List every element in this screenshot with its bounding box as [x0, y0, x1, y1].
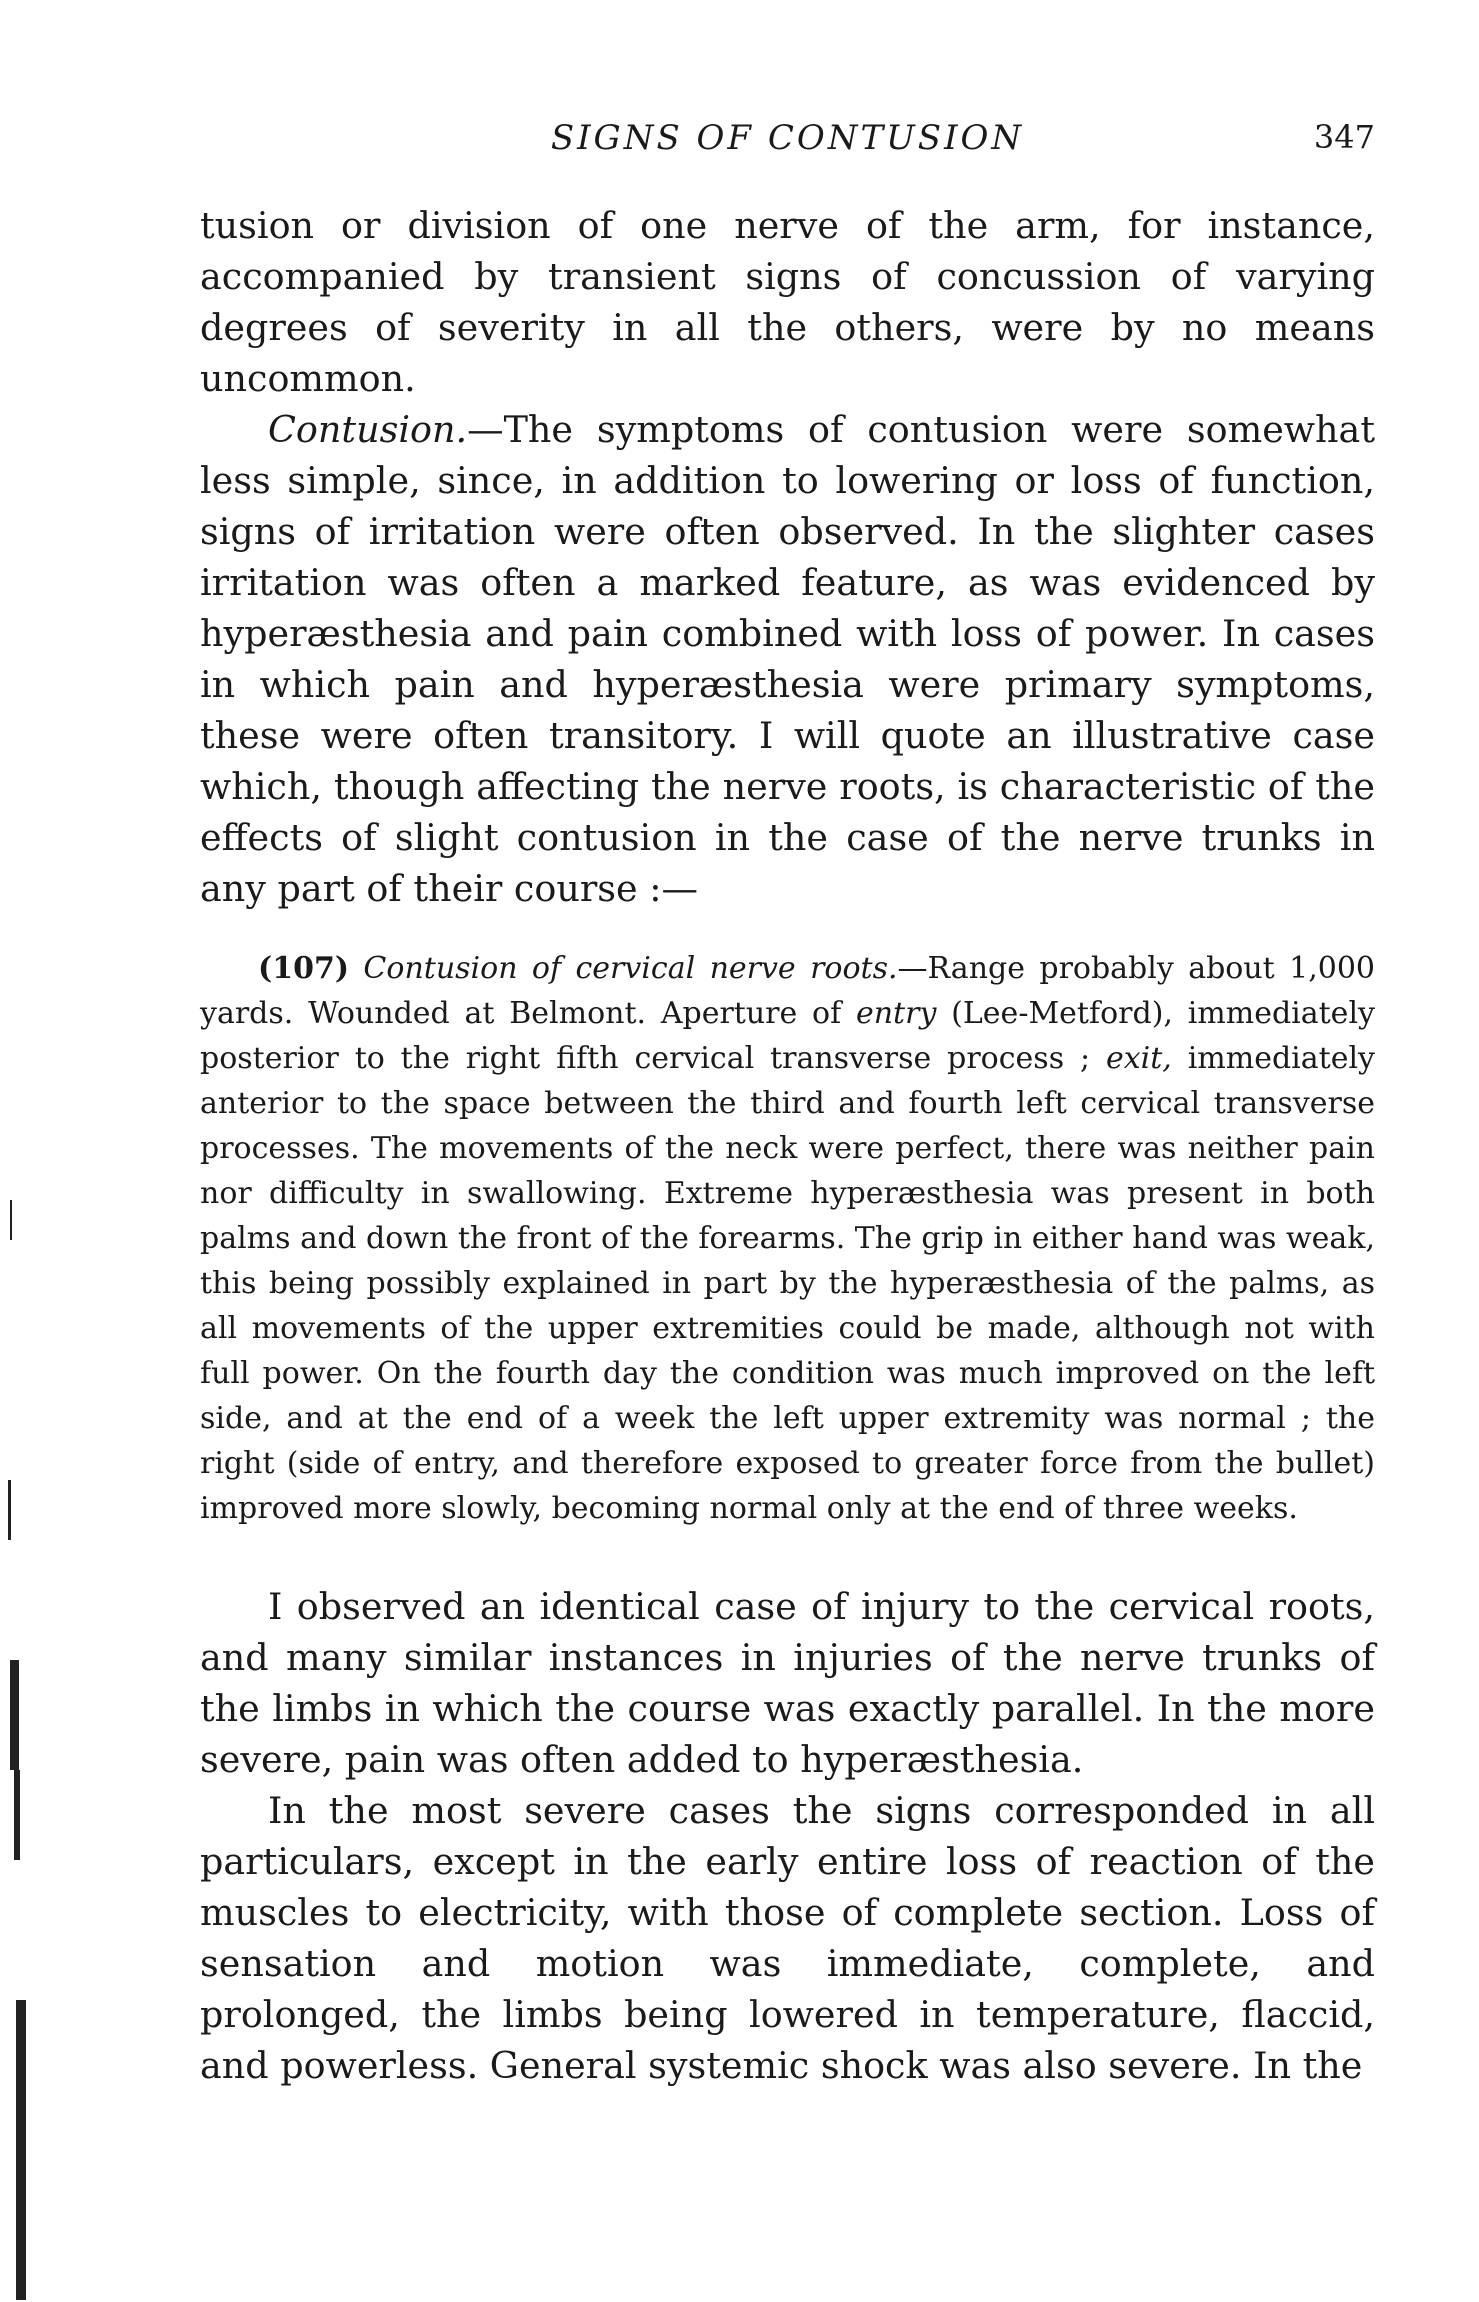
case-text: —Range probably about 1,000 yards. Wounded at Belmont. Aperture of — [200, 951, 1376, 1031]
contusion-heading: Contusion. — [268, 408, 468, 451]
page-number: 347 — [1313, 118, 1375, 156]
paragraph-contusion — [200, 404, 1375, 914]
case-report — [200, 946, 1375, 1531]
scan-mark — [8, 1480, 11, 1540]
paragraph-observation: I observed an identical case of injury to the cervical roots, and many similar instances in injuries of the nerve trunks of the limbs in which the course was exactly parallel. In the more severe, pain was often added to hyperæsthesia. — [200, 1585, 1375, 1781]
case-text: (Lee-Metford), immediately posterior to the right fifth cervical transverse process ; — [200, 996, 1375, 1076]
scan-edge-marks — [0, 0, 40, 2302]
contusion-text: —The symptoms of contusion were somewhat less simple, since, in addition to lowering or loss of function, signs of irritation were often observed. In the slighter cases irritation was often a marked feature, as was evidenced by hyperæsthesia and pain combined with loss of power. In cases in which pain and hyperæsthesia were primary symptoms, these were often transitory. I will quote an illustrative case which, though affecting the nerve roots, is characteristic of the effects of slight contusion in the case of the nerve trunks in any part of their course :— — [200, 408, 1375, 910]
scan-mark — [16, 2000, 26, 2300]
scan-mark — [10, 1660, 19, 1770]
case-entry-term: entry — [855, 996, 937, 1031]
paragraph-continuation: tusion or division of one nerve of the arm, for instance, accompanied by transient signs of concussion of varying degrees of severity in all the others, were by no means uncommon. — [200, 204, 1375, 400]
case-title: Contusion of cervical nerve roots. — [363, 951, 898, 986]
body-text — [200, 200, 1375, 2091]
page-header — [200, 118, 1375, 168]
running-head: SIGNS OF CONTUSION — [550, 118, 1025, 158]
paragraph-severe-cases: In the most severe cases the signs corresponded in all particulars, except in the early entire loss of reaction of the muscles to electricity, with those of complete section. Loss of sensation and motion was immediate, complete, and prolonged, the limbs being lowered in temperature, flaccid, and powerless. General systemic shock was also severe. In the — [200, 1789, 1375, 2087]
scan-mark — [14, 1770, 20, 1860]
case-exit-term: exit, — [1105, 1041, 1172, 1076]
book-page — [200, 0, 1375, 2302]
case-text: immediately anterior to the space between the third and fourth left cervical transverse processes. The movements of the neck were perfect, there was neither pain nor difficulty in swallowing. Extreme hyperæsthesia was present in both palms and down the front of the forearms. The grip in either hand was weak, this being possibly explained in part by the hyperæsthesia of the palms, as all movements of the upper extremities could be made, although not with full power. On the fourth day the condition was much improved on the left side, and at the end of a week the left upper extremity was normal ; the right (side of entry, and therefore exposed to greater force from the bullet) improved more slowly, becoming normal only at the end of three weeks. — [200, 1041, 1375, 1526]
case-number: (107) — [258, 951, 350, 986]
scan-mark — [10, 1200, 12, 1240]
